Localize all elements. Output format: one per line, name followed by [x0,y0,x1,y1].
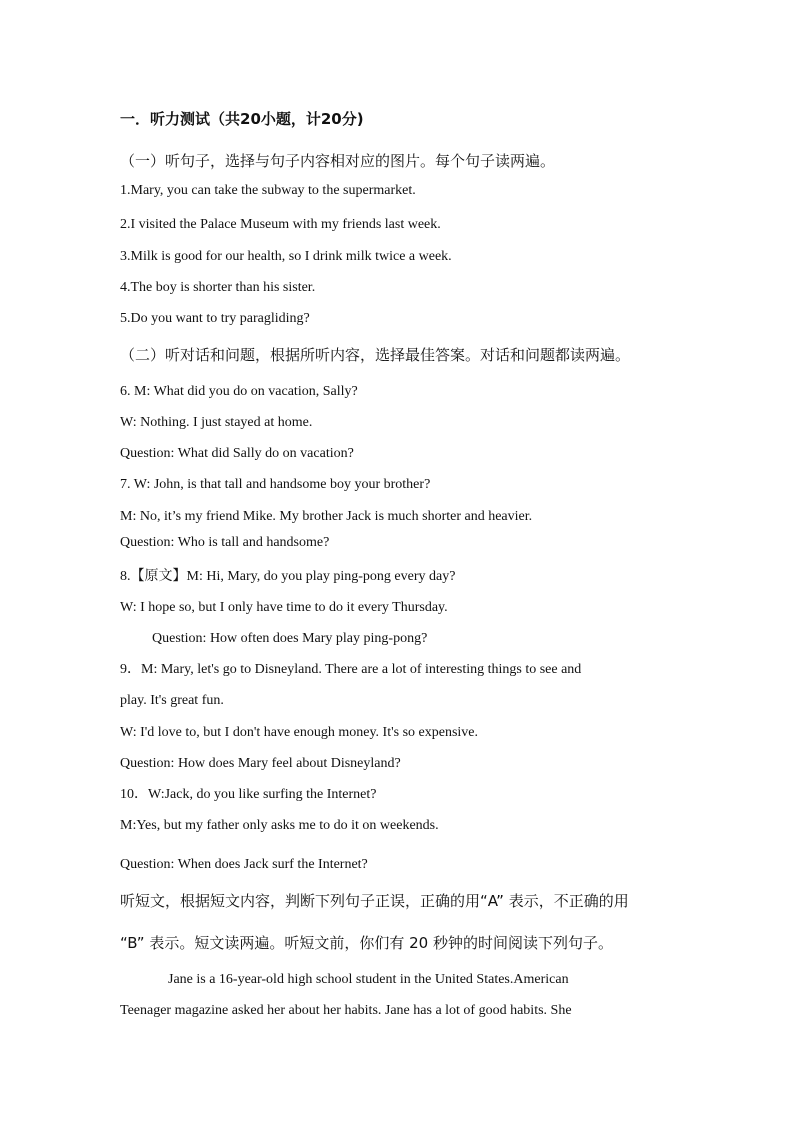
dialogue-8-line-1: 8.【原文】M: Hi, Mary, do you play ping-pong every day? [120,569,456,584]
passage-line-2: Teenager magazine asked her about her habits. Jane has a lot of good habits. She [120,1003,572,1018]
dialogue-9-line-2: W: I'd love to, but I don't have enough money. It's so expensive. [120,725,479,740]
sentence-1: 1.Mary, you can take the subway to the supermarket. [120,183,416,198]
part-three-instruction-2: “B” 表示。短文读两遍。听短文前，你们有 20 秒钟的时间阅读下列句子。 [120,934,613,952]
dialogue-7-line-1: 7. W: John, is that tall and handsome boy your brother? [120,477,431,492]
dialogue-9-line-1: 9．M: Mary, let's go to Disneyland. There are a lot of interesting things to see and [120,662,582,677]
part-one-instruction: （一）听句子，选择与句子内容相对应的图片。每个句子读两遍。 [120,152,556,170]
dialogue-10-line-1: 10．W:Jack, do you like surfing the Internet? [120,787,377,802]
dialogue-6-question: Question: What did Sally do on vacation? [120,446,354,461]
section-heading: 一．听力测试（共20小题，计20分) [120,110,364,128]
sentence-3: 3.Milk is good for our health, so I drink milk twice a week. [120,249,452,264]
sentence-4: 4.The boy is shorter than his sister. [120,280,316,295]
dialogue-9-line-1-cont: play. It's great fun. [120,693,224,708]
sentence-2: 2.I visited the Palace Museum with my friends last week. [120,217,441,232]
dialogue-10-line-2: M:Yes, but my father only asks me to do it on weekends. [120,818,439,833]
dialogue-10-question: Question: When does Jack surf the Internet? [120,857,368,872]
part-three-instruction-1: 听短文，根据短文内容，判断下列句子正误，正确的用“A” 表示，不正确的用 [120,892,629,910]
sentence-5: 5.Do you want to try paragliding? [120,311,310,326]
part-two-instruction: （二）听对话和问题，根据所听内容，选择最佳答案。对话和问题都读两遍。 [120,346,631,364]
dialogue-7-question: Question: Who is tall and handsome? [120,535,330,550]
passage-line-1: Jane is a 16-year-old high school student in the United States.American [168,972,569,987]
dialogue-6-line-1: 6. M: What did you do on vacation, Sally? [120,384,358,399]
dialogue-7-line-2: M: No, it’s my friend Mike. My brother Jack is much shorter and heavier. [120,509,533,524]
dialogue-9-question: Question: How does Mary feel about Disneyland? [120,756,401,771]
dialogue-8-line-2: W: I hope so, but I only have time to do it every Thursday. [120,600,448,615]
dialogue-6-line-2: W: Nothing. I just stayed at home. [120,415,313,430]
dialogue-8-question: Question: How often does Mary play ping-pong? [152,631,428,646]
